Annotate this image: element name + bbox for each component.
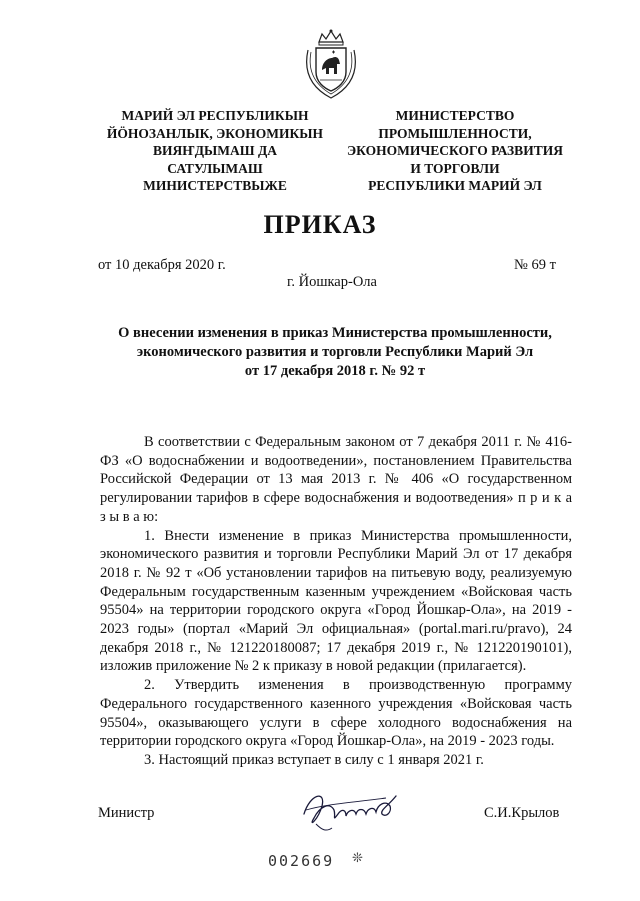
header-right-line: МИНИСТЕРСТВО — [395, 108, 515, 123]
body-paragraph: 2. Утвердить изменения в производственную программу Федерального государственного казенного учреждения «Войсковая часть 95504», оказывающего услуги в сфере холодного водоснабжения на территории городского округа «Город Йошкар-Ола», на 2019 - 2023 годы. — [100, 677, 572, 750]
document-body — [100, 433, 572, 770]
header-right-line: И ТОРГОВЛИ — [410, 160, 500, 176]
header-left-line: ВИЯҤДЫМАШ ДА — [153, 143, 277, 158]
document-title: ПРИКАЗ — [263, 210, 377, 239]
document-subject — [100, 324, 570, 381]
handwritten-signature — [296, 784, 406, 834]
body-paragraph: В соответствии с Федеральным законом от 7 декабря 2011 г. № 416-ФЗ «О водоснабжении и водоотведении», постановлением Правительства Российской Федерации от 13 мая 2013 г. № 406 «О государственном регулировании тарифов в сфере водоснабжения и водоотведения» п р и к а з ы в а ю: — [100, 434, 572, 525]
signer-name: С.И.Крылов — [484, 805, 560, 821]
coat-of-arms-emblem — [302, 28, 360, 100]
body-paragraph: 3. Настоящий приказ вступает в силу с 1 января 2021 г. — [144, 751, 484, 768]
header-left-line: САТУЛЫМАШ — [167, 160, 263, 176]
subject-line: экономического развития и торговли Республики Марий Эл — [136, 344, 534, 360]
body-paragraph: 1. Внести изменение в приказ Министерства промышленности, экономического развития и торговли Республики Марий Эл от 17 декабря 2018 г. № 92 т «Об установлении тарифов на питьевую воду, реализуемую Федеральным государственным казенным учреждением «Войсковая часть 95504» на территории городского округа «Город Йошкар-Ола», на 2019 - 2023 годы» (портал «Марий Эл официальная» (portal.mari.ru/pravo), 24 декабря 2018 г., № 121220180087; 17 декабря 2019 г., № 121220190101), изложив приложение № 2 к приказу в новой редакции (прилагается). — [100, 527, 572, 675]
subject-line: от 17 декабря 2018 г. № 92 т — [244, 363, 426, 379]
header-left-line: ЙӦНОЗАНЛЫК, ЭКОНОМИКЫН — [106, 125, 324, 141]
document-number: № 69 т — [514, 257, 556, 273]
header-ministry-mari — [96, 107, 334, 195]
document-date: от 10 декабря 2020 г. — [98, 257, 226, 273]
header-left-line: МАРИЙ ЭЛ РЕСПУБЛИКЫН — [121, 108, 309, 123]
header-right-line: ЭКОНОМИЧЕСКОГО РАЗВИТИЯ — [347, 143, 563, 158]
subject-line: О внесении изменения в приказ Министерства промышленности, — [118, 325, 552, 341]
header-right-line: РЕСПУБЛИКИ МАРИЙ ЭЛ — [368, 178, 542, 193]
document-city: г. Йошкар-Ола — [287, 274, 377, 290]
signer-position: Министр — [98, 805, 155, 821]
stamp-mark-icon: ❊ — [352, 850, 363, 865]
serial-number: 002669 — [268, 852, 335, 870]
header-ministry-russian — [335, 107, 575, 195]
header-right-line: ПРОМЫШЛЕННОСТИ, — [378, 125, 532, 141]
header-left-line: МИНИСТЕРСТВЫЖЕ — [143, 178, 287, 193]
